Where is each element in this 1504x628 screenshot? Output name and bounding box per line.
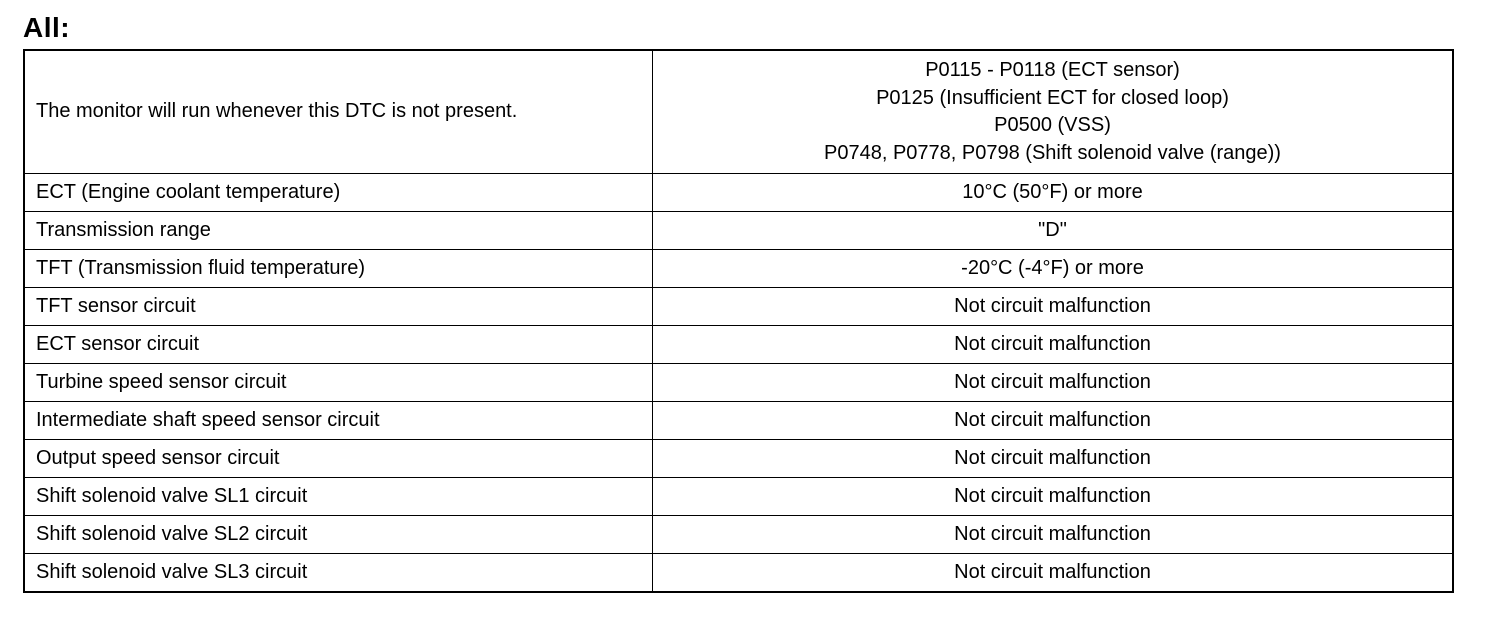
monitor-conditions-table: [23, 49, 1454, 593]
condition-label: Turbine speed sensor circuit: [24, 364, 653, 402]
condition-value: Not circuit malfunction: [653, 364, 1454, 402]
table-row: [24, 288, 1453, 326]
table-row: [24, 516, 1453, 554]
condition-label: ECT sensor circuit: [24, 326, 653, 364]
condition-value: Not circuit malfunction: [653, 326, 1454, 364]
condition-label: Intermediate shaft speed sensor circuit: [24, 402, 653, 440]
condition-label: Shift solenoid valve SL1 circuit: [24, 478, 653, 516]
condition-label: Shift solenoid valve SL2 circuit: [24, 516, 653, 554]
table-row: [24, 554, 1453, 593]
condition-value: Not circuit malfunction: [653, 554, 1454, 593]
condition-label: ECT (Engine coolant temperature): [24, 174, 653, 212]
condition-label: TFT sensor circuit: [24, 288, 653, 326]
table-row: [24, 402, 1453, 440]
table-row: [24, 212, 1453, 250]
dtc-line: P0748, P0778, P0798 (Shift solenoid valve (range)): [824, 141, 1281, 164]
table-row: [24, 478, 1453, 516]
table-row: [24, 50, 1453, 174]
dtc-line: P0115 - P0118 (ECT sensor): [925, 59, 1180, 81]
table-row: [24, 326, 1453, 364]
condition-label: Transmission range: [24, 212, 653, 250]
condition-label: Shift solenoid valve SL3 circuit: [24, 554, 653, 593]
condition-value: 10°C (50°F) or more: [653, 174, 1454, 212]
table-row: [24, 250, 1453, 288]
condition-label: Output speed sensor circuit: [24, 440, 653, 478]
condition-value: "D": [653, 212, 1454, 250]
dtc-line: P0500 (VSS): [994, 114, 1111, 136]
condition-value: Not circuit malfunction: [653, 402, 1454, 440]
condition-value: Not circuit malfunction: [653, 440, 1454, 478]
table-row: [24, 174, 1453, 212]
section-heading: All:: [23, 12, 71, 43]
condition-label: TFT (Transmission fluid temperature): [24, 250, 653, 288]
table-row: [24, 440, 1453, 478]
dtc-line: P0125 (Insufficient ECT for closed loop): [876, 86, 1229, 109]
condition-value: Not circuit malfunction: [653, 516, 1454, 554]
table-row: [24, 364, 1453, 402]
condition-value: Not circuit malfunction: [653, 478, 1454, 516]
condition-value: Not circuit malfunction: [653, 288, 1454, 326]
condition-value: -20°C (-4°F) or more: [653, 250, 1454, 288]
condition-label: The monitor will run whenever this DTC is not present.: [24, 50, 653, 174]
condition-value: [653, 50, 1454, 174]
